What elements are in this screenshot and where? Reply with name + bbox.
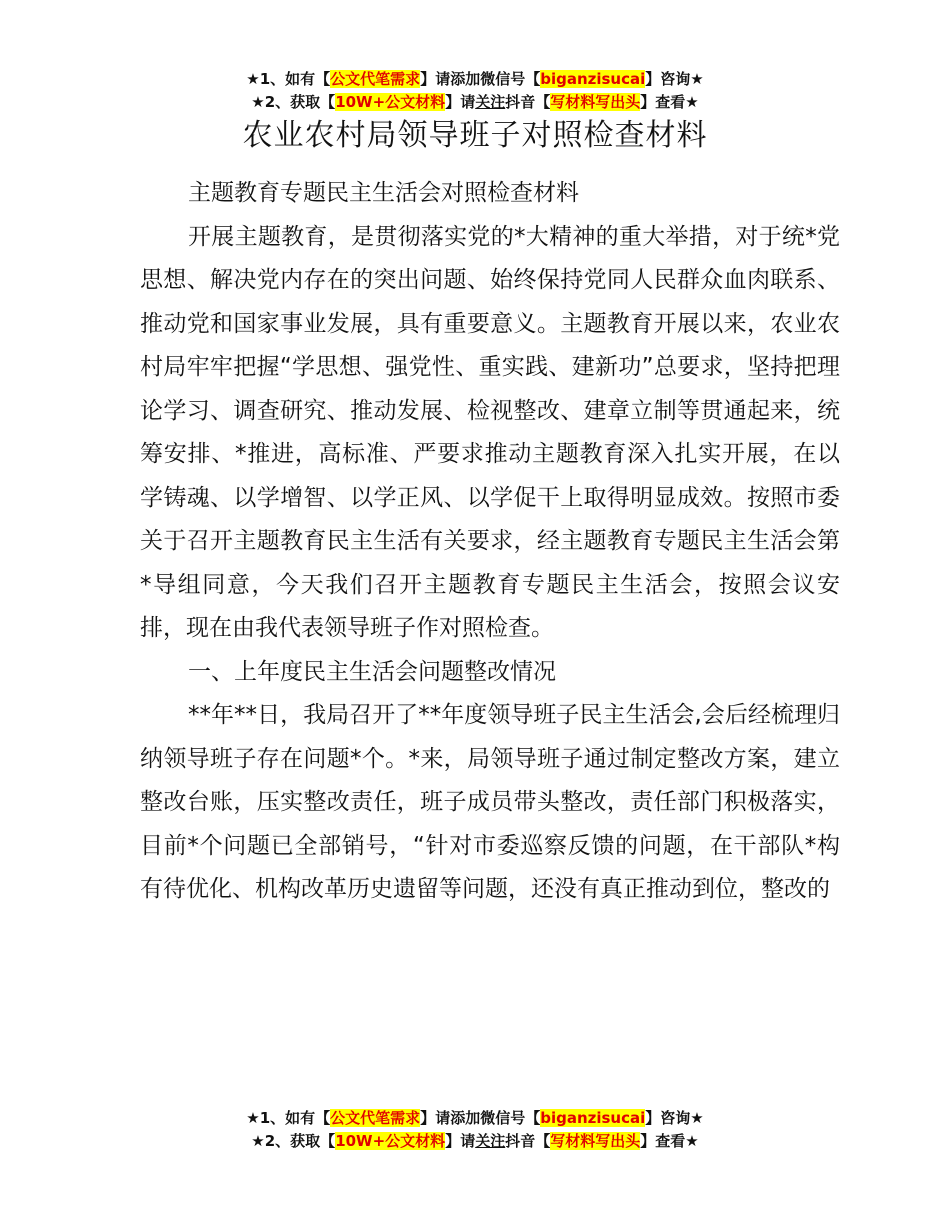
paragraph-rectification: **年**日，我局召开了**年度领导班子民主生活会,会后经梳理归纳领导班子存在问题*个。*来，局领导班子通过制定整改方案，建立整改台账，压实整改责任，班子成员带头整改，责任部门积极落实，目前*个问题已全部销号，“针对市委巡察反馈的问题，在干部队*构有待优化、机构改革历史遗留等问题，还没有真正推动到位，整改的 [140,702,840,902]
promo-highlight: 10W+公文材料 [335,1132,446,1150]
wechat-id: biganzisucai [540,70,646,88]
section-heading: 一、上年度民主生活会问题整改情况 [188,658,556,685]
wechat-id: biganzisucai [540,1109,646,1127]
douyin-account: 写材料写出头 [550,93,641,111]
document-body [140,172,840,912]
promo-highlight: 公文代笔需求 [330,1109,421,1127]
promo-highlight: 公文代笔需求 [330,70,421,88]
document-title: 农业农村局领导班子对照检查材料 [242,118,708,153]
paragraph-intro: 开展主题教育，是贯彻落实党的*大精神的重大举措，对于统*党思想、解决党内存在的突出问题、始终保持党同人民群众血肉联系、推动党和国家事业发展，具有重要意义。主题教育开展以来，农业农村局牢牢把握“学思想、强党性、重实践、建新功”总要求，坚持把理论学习、调查研究、推动发展、检视整改、建章立制等贯通起来，统筹安排、*推进，高标准、严要求推动主题教育深入扎实开展，在以学铸魂、以学增智、以学正风、以学促干上取得明显成效。按照市委关于召开主题教育民主生活有关要求，经主题教育专题民主生活会第*导组同意，今天我们召开主题教育专题民主生活会，按照会议安排，现在由我代表领导班子作对照检查。 [140,223,840,641]
paragraph-subtitle: 主题教育专题民主生活会对照检查材料 [188,180,579,206]
promo-highlight: 10W+公文材料 [335,93,446,111]
promo-line-2: ★2、获取【10W+公文材料】请关注抖音【写材料写出头】查看★ [251,93,699,111]
promo-line-1: ★1、如有【公文代笔需求】请添加微信号【biganzisucai】咨询★ [246,70,704,88]
promo-line-2: ★2、获取【10W+公文材料】请关注抖音【写材料写出头】查看★ [251,1132,699,1150]
header-promo-banner [0,68,950,114]
douyin-account: 写材料写出头 [550,1132,641,1150]
footer-promo-banner [0,1107,950,1153]
promo-line-1: ★1、如有【公文代笔需求】请添加微信号【biganzisucai】咨询★ [246,1109,704,1127]
